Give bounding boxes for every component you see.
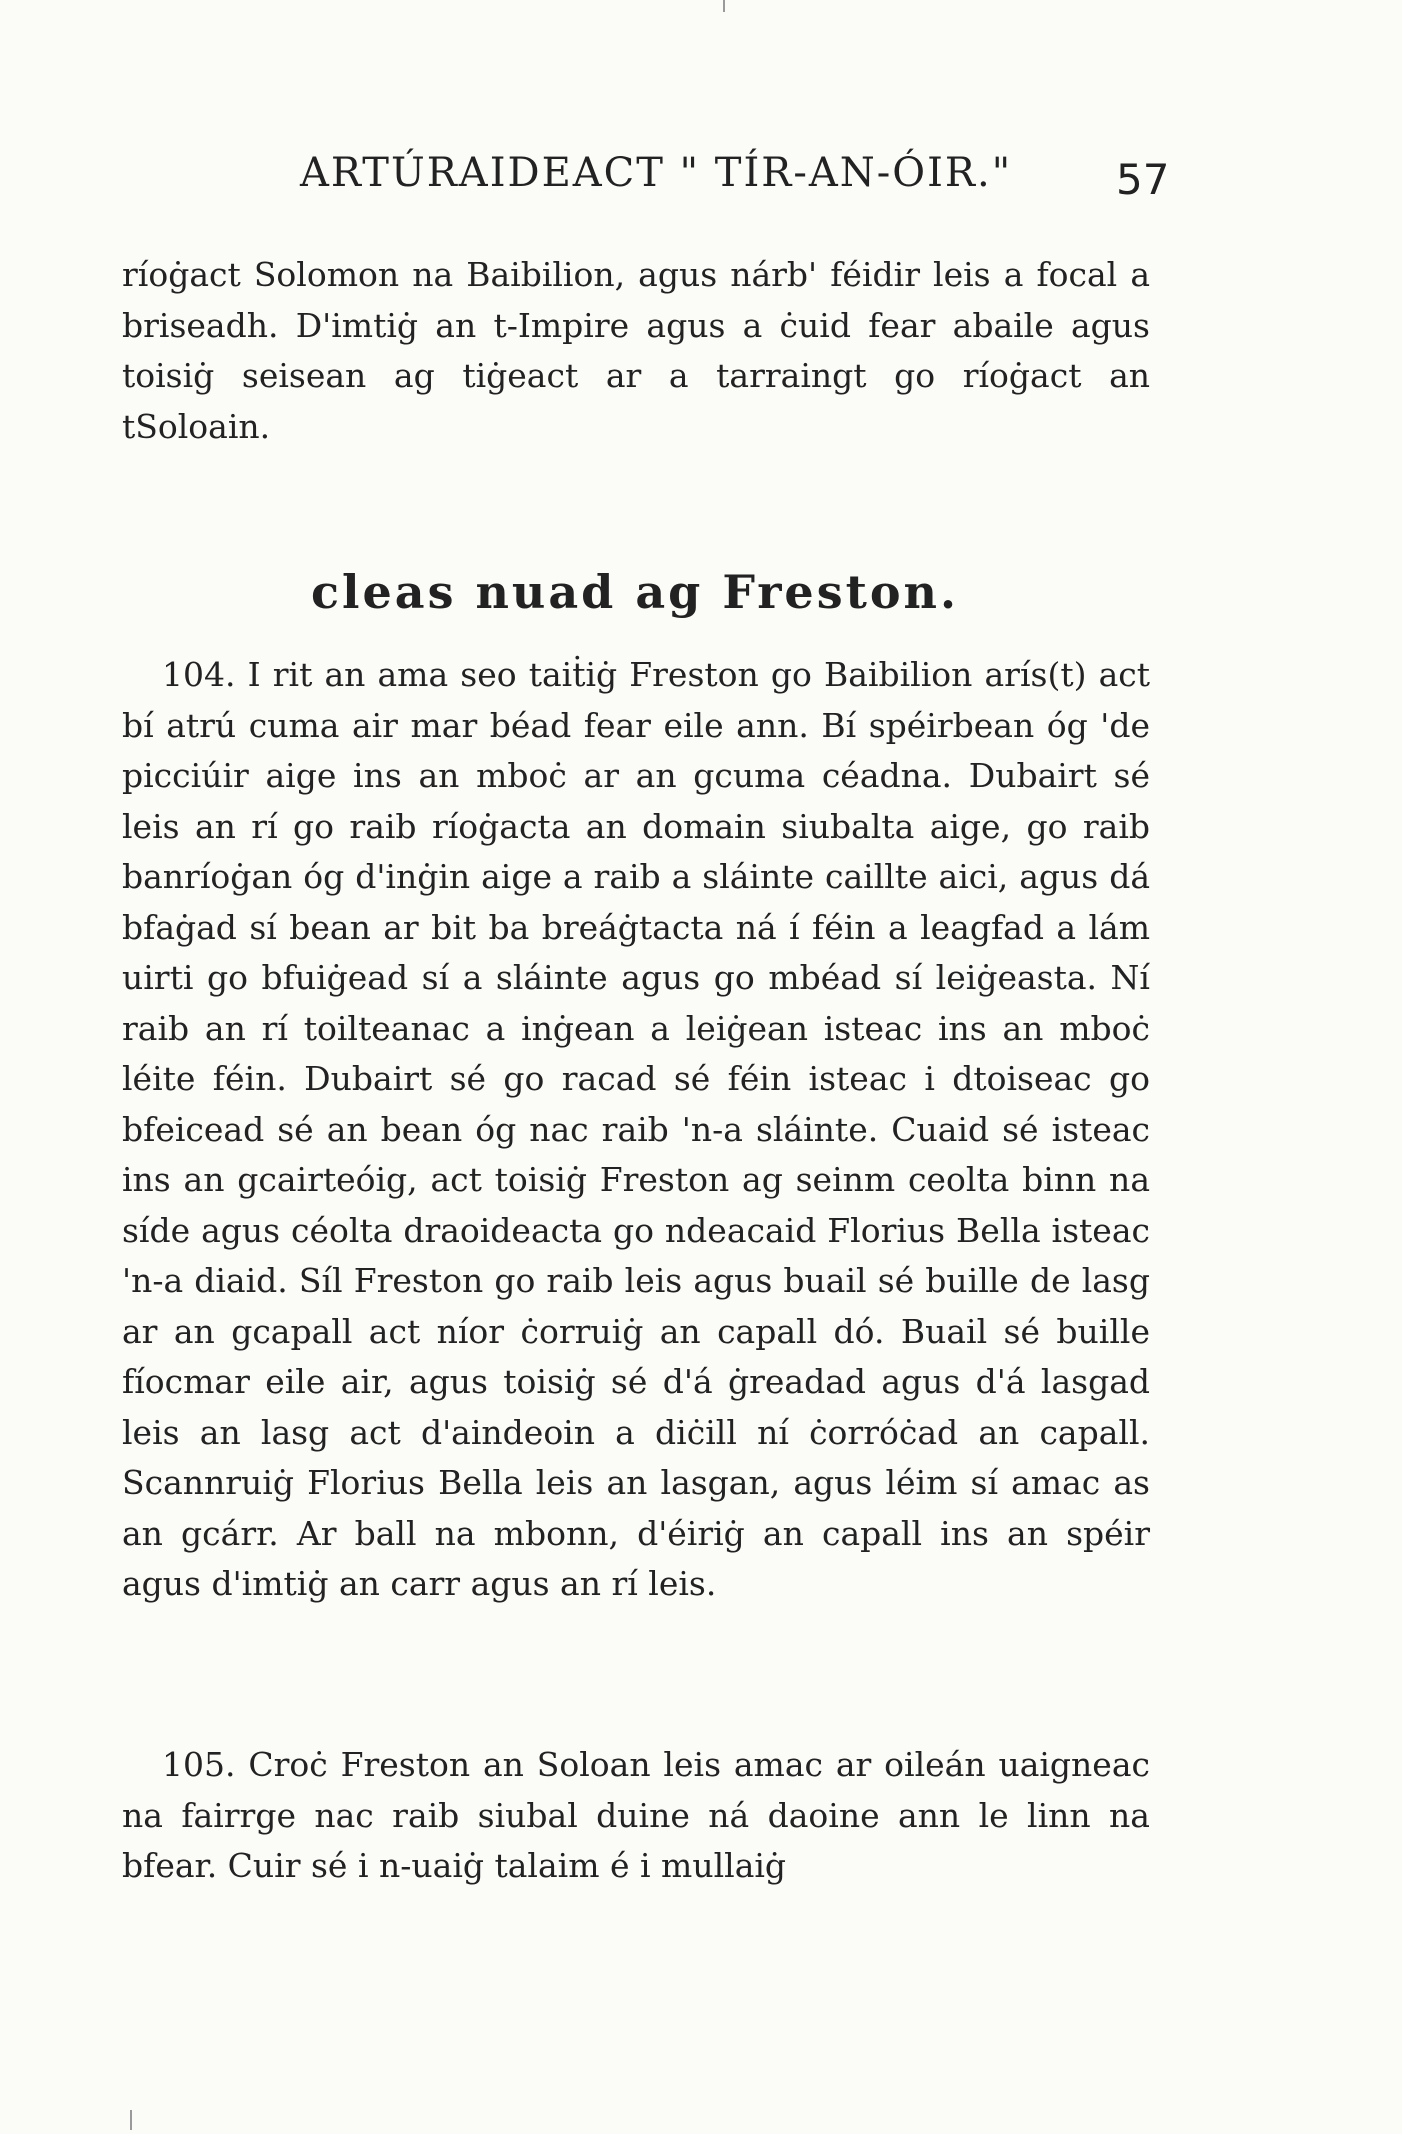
paragraph-104-block	[122, 650, 1150, 1610]
intro-paragraph-block	[122, 250, 1150, 452]
paragraph-104: 104. I rit an ama seo taiṫiġ Freston go Baibilion arís(t) act bí atrú cuma air mar béad fear eile ann. Bí spéirbean óg 'de picciúir aige ins an mboċ ar an gcuma céadna. Dubairt sé leis an rí go raib ríoġacta an domain siubalta aige, go raib banríoġan óg d'inġin aige a raib a sláinte caillte aici, agus dá bfaġad sí bean ar bit ba breáġtacta ná í féin a leagfad a lám uirti go bfuiġead sí a sláinte agus go mbéad sí leiġeasta. Ní raib an rí toilteanac a inġean a leiġean isteac ins an mboċ léite féin. Dubairt sé go racad sé féin isteac i dtoiseac go bfeicead sé an bean óg nac raib 'n-a sláinte. Cuaid sé isteac ins an gcairteóig, act toisiġ Freston ag seinm ceolta binn na síde agus céolta draoideacta go ndeacaid Florius Bella isteac 'n-a diaid. Síl Freston go raib leis agus buail sé buille de lasg ar an gcapall act níor ċorruiġ an capall dó. Buail sé buille fíocmar eile air, agus toisiġ sé d'á ġreadad agus d'á lasgad leis an lasg act d'aindeoin a diċill ní ċorróċad an capall. Scannruiġ Florius Bella leis an lasgan, agus léim sí amac as an gcárr. Ar ball na mbonn, d'éiriġ an capall ins an spéir agus d'imtiġ an carr agus an rí leis.	[122, 655, 1150, 1603]
intro-paragraph: ríoġact Solomon na Baibilion, agus nárb' féidir leis a focal a briseadh. D'imtiġ an t-Impire agus a ċuid fear abaile agus toisiġ seisean ag tiġeact ar a tarraingt go ríoġact an tSoloain.	[122, 255, 1150, 446]
bottom-edge-mark	[130, 2110, 132, 2130]
paragraph-105-block	[122, 1740, 1150, 1892]
running-head: ARTÚRAIDEACT " TÍR-AN-ÓIR."	[300, 150, 1013, 196]
page-number: 57	[1116, 155, 1170, 204]
section-heading: cleas nuad ag Freston.	[311, 565, 959, 619]
paragraph-105: 105. Croċ Freston an Soloan leis amac ar oileán uaigneac na fairrge nac raib siubal duine ná daoine ann le linn na bfear. Cuir sé i n-uaiġ talaim é i mullaiġ	[122, 1745, 1150, 1885]
top-edge-mark	[723, 0, 725, 12]
